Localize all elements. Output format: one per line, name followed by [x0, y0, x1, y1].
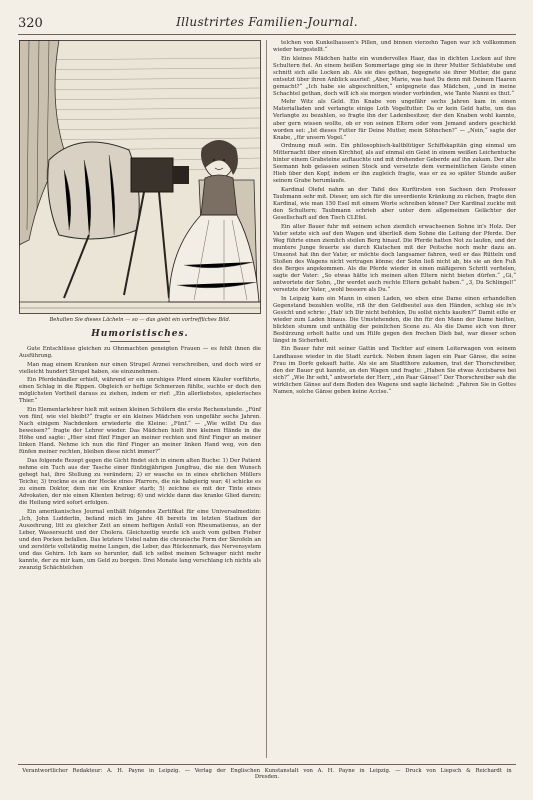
right-column — [273, 40, 516, 397]
section-title: Humoristisches. — [91, 329, 189, 340]
header-rule — [18, 34, 516, 35]
paragraph: Ordnung muß sein. Ein philosophisch-kaltblütiger Schiffskapitän ging einmal um Mitternacht über einen Kirchhof, als auf einmal ein Geist in einem weißen Leichentuche hinter einem Grabsteine auftauchte und mit drohender Geberde auf ihn zukam. Der alte Seemann hob gelassen seinen Stock und versetzte dem vermeintlichen Geiste einen Hieb über den Kopf, indem er ihn zugleich fragte, was er zu so später Stunde außer seinem Grabe herumlaufe. — [273, 143, 516, 185]
paragraph: Ein Bauer fuhr mit seiner Gattin und Tochter auf einem Leiterwagen von seinem Landhause wieder in die Stadt zurück. Neben ihnen lagen ein Paar Gänse, die seine Frau im Dorfe gekauft hatte. Als sie am Stadtthore zukamen, trat der Thorschreiber, den der Bauer gut kannte, an den Wagen und fragte: „Haben Sie etwas Accisbares bei sich?“ „Wie Ihr seht,“ antwortete der Herr, „ein Paar Gänse!“ Der Thorschreiber sah die wirklichen Gänse auf dem Boden des Wagens und sagte lächelnd: „Fahren Sie in Gottes Namen, solche Gänse geben keine Accise.“ — [273, 346, 516, 395]
paragraph: telchen von Kunkelhausen's Pillen, und binnen vierzehn Tagen war ich vollkommen wieder hergestellt.“ — [273, 40, 516, 54]
paragraph: Ein Pferdehändler erhielt, während er ein unruhiges Pferd einem Käufer vorführte, einen Schlag in die Rippen. Obgleich er heftige Schmerzen fühlte, suchte er doch den möglichsten Vortheil daraus zu ziehen, indem er rief: „Ein allerliebstes, spielerisches Thier.“ — [19, 377, 261, 405]
paragraph: Ein alter Bauer fuhr mit seinem schon ziemlich erwachsenen Sohne in's Holz. Der Vater setzte sich auf den Wagen und überließ dem Sohne die Leitung der Pferde. Der Weg führte einen ziemlich steilen Berg hinauf. Die Pferde hatten Not zu laufen, und der muntere Junge feuerte sie durch Klatschen mit der Peitsche noch mehr dazu an. Umsonst hat ihn der Vater, er möchte doch langsamer fahren, weil er das Rütteln und Stoßen des Wagens nicht vertragen könne; der Sohn ließ nicht ab, bis sie an den Fuß des Berges angekommen. Als die Pferde wieder in einen mäßigeren Schritt verfielen, sagte der Vater: „So etwas hätte ich meinen alten Eltern nicht bieten dürfen.“ „Gi,“ antwortete der Sohn, „Ihr werdet auch rechte Eltern gehabt haben.“ „3, Du Schlingel!“ versetzte der Vater, „wohl bessere als Du.“ — [273, 223, 516, 294]
paragraph: Kardinal Olefel nahm an der Tafel des Kurfürsten von Sachsen den Professor Taubmann sehr mit. Dieser, um sich für die unverdiente Kränkung zu rächen, fragte den Kardinal, wie man 150 Esel mit einem Worte schreiben könne? Der Kardinal zuckte mit den Schultern; Taubmann schrieb aber unter dem allgemeinen Gelächter der Gesellschaft auf den Tisch CLEfel. — [273, 186, 516, 222]
paragraph: Gute Entschlüsse gleichen zu Ohnmachten geneigten Frauen — es fehlt ihnen die Ausführung. — [19, 346, 261, 360]
paragraph: Ein kleines Mädchen hatte ein wundervolles Haar, das in dichten Locken auf ihre Schultern fiel. An einem heißen Sommertage ging sie in ihrer Mutter Schlafstube und schnitt sich alle Locken ab. Als sie dies gethan, begegnete sie ihrer Mutter, die ganz entsetzt über ihren Anblick ausrief: „Aber, Marie, was hast Du denn mit Deinem Haaren gemacht?“ „Ich habe sie abgeschnitten,“ entgegnete das Mädchen, „und in meine Schachtel gethan, doch will ich sie morgen wieder vorbinden, wie Tante Nanni es thut.“ — [273, 55, 516, 97]
page-header — [18, 14, 516, 36]
illustration-caption: Behalten Sie dieses Lächeln — so — das giebt ein vortreffliches Bild. — [49, 317, 231, 323]
paragraph: Ein amerikanisches Journal enthält folgendes Zertifikat für eine Universalmedizin: „Ich, John Ludderlin, befand mich im Jahre 48 bereits im letzten Stadium der Auszehrung, litt zu gleicher Zeit an einem heftigen Anfall von Rheumatismus, an der Leber, Wassersucht und der Cholera. Gleichzeitig wurde ich auch vom gelben Fieber und den Pocken befallen. Das letztere Uebel nahm die chronische Form der Skrofeln an und zerstörte vollständig meine Lungen, die Leber, das Rückenmark, das Nervensystem und das Gehirn. Ich kam so herunter, daß ich selbst meinen Schwager nicht mehr kannte, der zu mir kam, um Geld zu borgen. Drei Monate lang verschlang ich nichts als zwanzig Schächtelchen — [19, 508, 261, 571]
illustration — [19, 40, 261, 314]
journal-title: Illustrirtes Familien-Journal. — [176, 15, 358, 29]
column-divider — [266, 40, 267, 758]
section-rule — [110, 341, 170, 342]
footer-rule — [18, 764, 516, 765]
paragraph: Man mag einem Kranken nur einen Strupel Arznei verschreiben, und doch wird er vielleicht hundert Strupel haben, sie einzunehmen. — [19, 361, 261, 375]
paragraph: Das folgende Rezept gegen die Gicht findet sich in einem alten Buche: 1) Der Patient nehme ein Tuch aus der Tasche einer fünfzigjährigen Jungfrau, die nie den Wunsch gehegt hat, ihre Stellung zu verändern; 2) er wasche es in eines ehrlichen Müllers Teiche; 3) trockne es an der Hecke eines Pfarrers, die nie habgierig war; 4) schicke es zu einem Doktor, dem nie ein Kranker starb; 5) zeichne es mit der Tinte eines Advokaten, der nie einen Klienten betrog; 6) und wickle dann das kranke Glied darein; die Heilung wird sofort erfolgen. — [19, 457, 261, 507]
paragraph: In Leipzig kam ein Mann in einen Laden, wo eben eine Dame einen erhandelten Gegenstand bezahlen wollte, riß ihr den Geldbeutel aus den Händen, schlug sie in's Gesicht und schrie: „Hab' ich Dir nicht befohlen, Du sollst nichts kaufen?“ Damit eilte er wieder zum Laden hinaus. Die Umstehenden, die ihn für den Mann der Dame hielten, blickten stumm und unthätig der peinlichen Scene zu. Als die Dame sich von ihrer Bestürzung erholt hatte und um Hilfe gegen den frechen Dieb bat, war dieser schon längst in Sicherheit. — [273, 295, 516, 344]
paragraph: Ein Elementarlehrer hielt mit seinen kleinen Schülern die erste Rechenstunde. „Fünf von fünf, wie viel bleibt?“ fragte er ein kleines Mädchen von ungefähr sechs Jahren. Nach einigem Nachdenken erwiederte die Kleine: „Fünf.“ — „Wie willst Du das beweisen?“ fragte der Lehrer wieder. Das Mädchen hielt ihre kleinen Hände in die Höhe und sagte: „Hier sind fünf Finger an meiner rechten und fünf Finger an meiner linken Hand. Nehme ich nun die fünf Finger an meiner linken Hand weg, von den fünfen meiner rechten, bleiben diese nicht immer?“ — [19, 406, 261, 456]
page-number: 320 — [18, 16, 43, 31]
left-column — [19, 40, 261, 574]
imprint-footer: Verantwortlicher Redakteur: A. H. Payne in Leipzig. — Verlag der Englischen Kunstanstalt von A. H. Payne in Leipzig. — Druck von Liepsch & Reichardt in Dresden. — [22, 768, 512, 780]
engraving-photographer-scene — [19, 40, 261, 314]
paragraph: Mehr Witz als Geld. Ein Knabe von ungefähr sechs Jahren kam in einen Materialladen und verlangte einige Loth Vogelfutter. Da er kein Geld hatte, um das Verlangte zu bezahlen, so fragte ihn der Ladenbesitzer, der den Knaben wohl kannte, aber gern wissen wollte, ob er von seinen Eltern oder vom Jemand anders geschickt worden sei: „Ist dieses Futter für Deine Mutter, mein Söhnchen?“ — „Nein,“ sagte der Knabe, „für unsern Vogel.“ — [273, 99, 516, 141]
